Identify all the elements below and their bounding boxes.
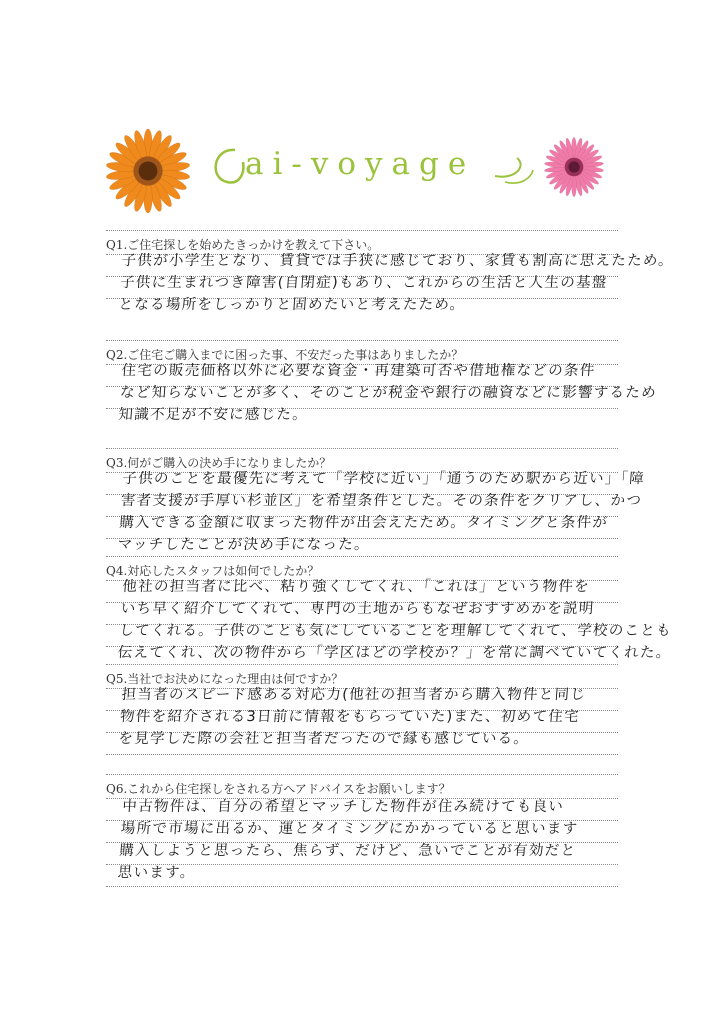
question-block-1 (106, 218, 675, 318)
dotted-rule (106, 886, 618, 887)
question-label: Q6.これから住宅探しをされる方へアドバイスをお願いします？ (106, 782, 451, 796)
answer-text (117, 250, 675, 316)
question-block-6 (106, 772, 618, 892)
answer-line: 子供が小学生となり、賃貸では手狭に感じており、家賃も割高に思えたため。 (120, 253, 675, 269)
question-block-4 (106, 554, 673, 670)
answer-line: 中古物件は、自分の希望とマッチした物件が住み続けても良い (121, 799, 565, 815)
question-label: Q2.ご住宅ご購入までに困った事、不安だった事はありましたか？ (106, 348, 464, 362)
question-block-3 (106, 446, 646, 562)
question-label: Q4.対応したスタッフは如何でしたか？ (106, 564, 320, 578)
answer-line: となる場所をしっかりと固めたいと考えたため。 (117, 297, 467, 313)
brand-logo (205, 136, 535, 196)
question-block-2 (106, 330, 658, 430)
answer-text (118, 684, 623, 750)
dotted-rule (106, 556, 618, 557)
answer-line: 担当者のスピード感ある対応力(他社の担当者から購入物件と同じ (120, 687, 587, 703)
answer-line: 子供に生まれつき障害(自閉症)もあり、これからの生活と人生の基盤 (119, 275, 609, 291)
answer-line: 住宅の販売価格以外に必要な資金・再建築可否や借地権などの条件 (120, 363, 597, 379)
answer-line: 物件を紹介される3日前に情報をもらっていた)また、初めて住宅 (119, 709, 581, 725)
question-label: Q5.当社でお決めになった理由は何ですか？ (106, 672, 344, 686)
answer-line: 知識不足が不安に感じた。 (117, 407, 309, 423)
answer-line: 伝えてくれ、次の物件から「学区はどの学校か？」を常に調べていてくれた。 (117, 645, 673, 661)
answer-line: マッチしたことが決め手になった。 (117, 537, 371, 553)
dotted-rule (106, 340, 618, 341)
answer-line: など知らないことが多く、そのことが税金や銀行の融資などに影響するため (119, 385, 658, 401)
dotted-rule (106, 448, 618, 449)
question-label: Q1.ご住宅探しを始めたきっかけを教えて下さい。 (106, 238, 380, 252)
answer-line: を見学した際の会社と担当者だったので縁も感じている。 (117, 731, 530, 747)
answer-text (117, 576, 673, 664)
answer-line: いち早く紹介してくれて、専門の土地からもなぜおすすめかを説明 (120, 601, 596, 617)
orange-gerbera-flower-icon (105, 128, 191, 214)
answer-line: 他社の担当者に比べ、粘り強くしてくれ、「これは」という物件を (121, 579, 591, 595)
answer-text (117, 360, 658, 426)
header (105, 128, 625, 208)
answer-text (117, 796, 623, 884)
dotted-rule (106, 230, 618, 231)
question-block-5 (106, 662, 618, 762)
logo-text: ai-voyage (245, 146, 476, 182)
answer-line: 思います。 (117, 865, 197, 881)
answer-line: 害者支援が手厚い杉並区」を希望条件とした。その条件をクリアし、かつ (120, 493, 643, 509)
dotted-rule (106, 664, 618, 665)
question-label: Q3.何がご購入の決め手になりましたか？ (106, 456, 332, 470)
answer-line: してくれる。子供のことも気にしていることを理解してくれて、学校のことも (118, 623, 673, 639)
answer-line: 購入しようと思ったら、焦らず、だけど、急いでことが有効だと (118, 843, 577, 859)
dotted-rule (106, 754, 618, 755)
answer-line: 場所で市場に出るか、運とタイミングにかかっていると思います (120, 821, 579, 837)
answer-line: 子供のことを最優先に考えて「学校に近い」「通うのため駅から近い」「障 (121, 471, 646, 487)
dotted-rule (106, 774, 618, 775)
answer-line: 購入できる金額に収まった物件が出会えたため。タイミングと条件が (118, 515, 609, 531)
pink-gerbera-flower-icon (543, 136, 605, 198)
answer-text (117, 468, 646, 556)
